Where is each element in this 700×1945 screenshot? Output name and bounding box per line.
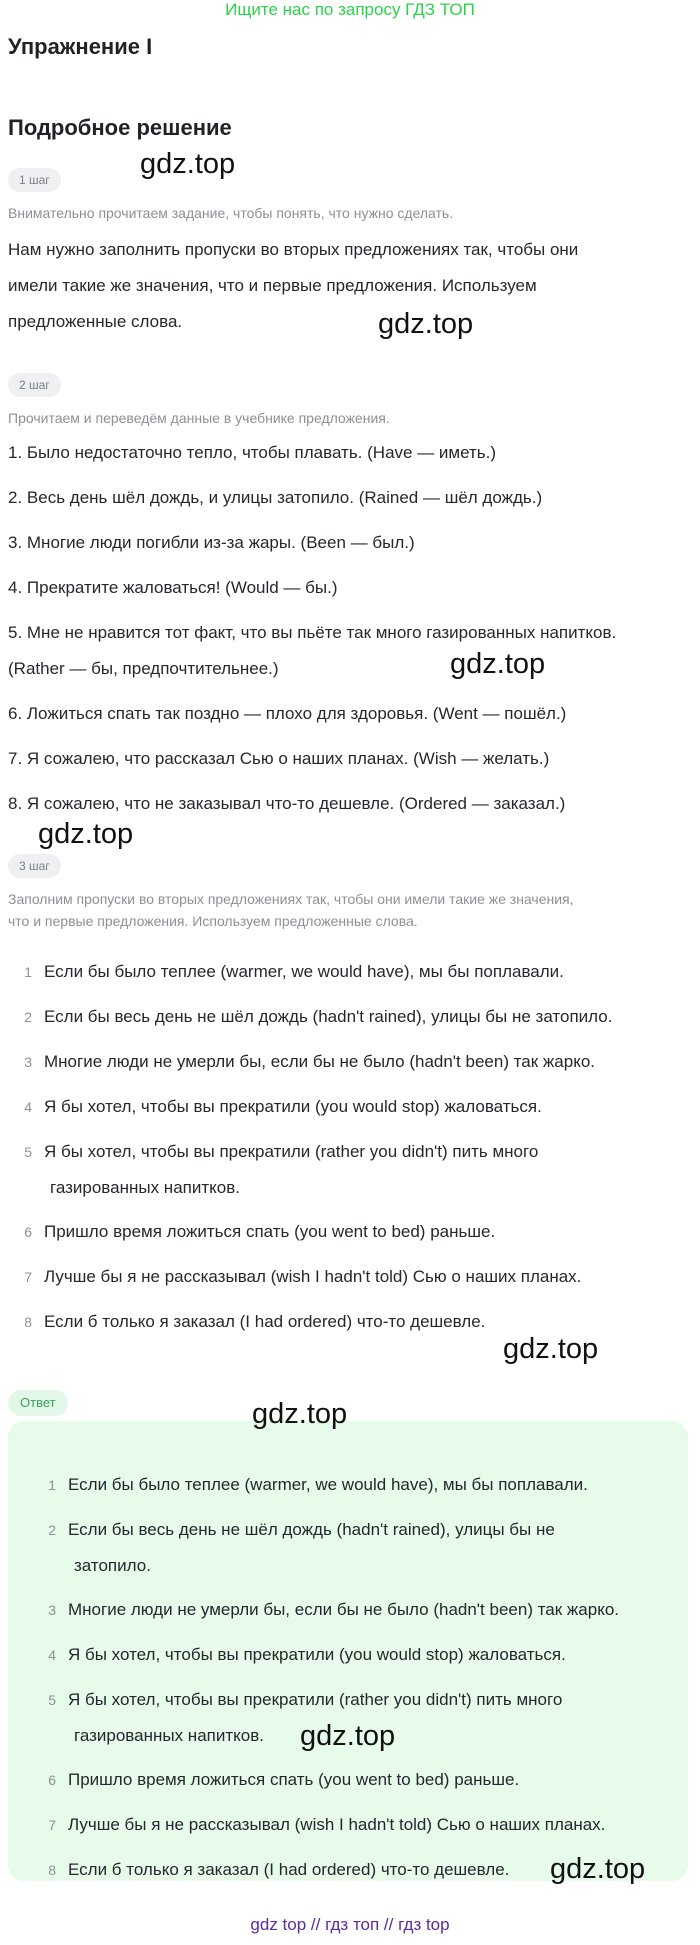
answer-item: Лучше бы я не рассказывал (wish I hadn't told) Сью о наших планах. [68, 1815, 606, 1834]
answer-number: 3 [48, 1602, 56, 1618]
answer-item: Если бы весь день не шёл дождь (hadn't rained), улицы бы не [68, 1520, 555, 1539]
step-2-line: 8. Я сожалею, что не заказывал что-то дешевле. (Ordered — заказал.) [8, 794, 566, 813]
step-2-line: 5. Мне не нравится тот факт, что вы пьёте так много газированных напитков. [8, 623, 617, 642]
solution-title: Подробное решение [8, 115, 232, 140]
answer-item: Многие люди не умерли бы, если бы не было (hadn't been) так жарко. [68, 1600, 619, 1619]
watermark: gdz.top [38, 818, 134, 850]
watermark: gdz.top [140, 148, 236, 180]
list-number: 2 [24, 1009, 32, 1025]
step-1-text-line1: Нам нужно заполнить пропуски во вторых предложениях так, чтобы они [8, 240, 579, 259]
answer-item-continuation: затопило. [74, 1556, 151, 1575]
list-number: 7 [24, 1269, 32, 1285]
list-number: 3 [24, 1054, 32, 1070]
step-2-line: (Rather — бы, предпочтительнее.) [8, 659, 279, 678]
answer-item: Если бы было теплее (warmer, we would have), мы бы поплавали. [68, 1475, 588, 1494]
answer-item: Пришло время ложиться спать (you went to bed) раньше. [68, 1770, 520, 1789]
step-2-line: 2. Весь день шёл дождь, и улицы затопило. (Rained — шёл дождь.) [8, 488, 543, 507]
list-number: 6 [24, 1224, 32, 1240]
watermark: gdz.top [550, 1853, 646, 1885]
list-number: 5 [24, 1144, 32, 1160]
list-item: Я бы хотел, чтобы вы прекратили (you would stop) жаловаться. [44, 1097, 542, 1116]
step-3-note-line2: что и первые предложения. Используем предложенные слова. [8, 913, 418, 929]
answer-badge: Ответ [8, 1390, 68, 1416]
answer-number: 1 [48, 1477, 56, 1493]
step-2-line: 4. Прекратите жаловаться! (Would — бы.) [8, 578, 338, 597]
step-2-line: 1. Было недостаточно тепло, чтобы плавать. (Have — иметь.) [8, 443, 497, 462]
list-number: 1 [24, 964, 32, 980]
step-2-note: Прочитаем и переведём данные в учебнике предложения. [8, 410, 390, 426]
answer-number: 4 [48, 1647, 56, 1663]
exercise-title: Упражнение I [8, 34, 153, 59]
step-3-note-line1: Заполним пропуски во вторых предложениях так, чтобы они имели такие же значения, [8, 891, 574, 907]
answer-number: 6 [48, 1772, 56, 1788]
answer-item: Я бы хотел, чтобы вы прекратили (you would stop) жаловаться. [68, 1645, 566, 1664]
answer-number: 7 [48, 1817, 56, 1833]
step-2-line: 6. Ложиться спать так поздно — плохо для здоровья. (Went — пошёл.) [8, 704, 567, 723]
answer-number: 8 [48, 1862, 56, 1878]
step-1-text-line3: предложенные слова. [8, 312, 183, 331]
list-item: Лучше бы я не рассказывал (wish I hadn't told) Сью о наших планах. [44, 1267, 582, 1286]
answer-number: 2 [48, 1522, 56, 1538]
list-item-continuation: газированных напитков. [50, 1178, 240, 1197]
step-2-badge: 2 шаг [8, 373, 61, 397]
answer-item: Если б только я заказал (I had ordered) что-то дешевле. [68, 1860, 510, 1879]
answer-item: Я бы хотел, чтобы вы прекратили (rather you didn't) пить много [68, 1690, 563, 1709]
list-item: Я бы хотел, чтобы вы прекратили (rather you didn't) пить много [44, 1142, 539, 1161]
list-item: Если б только я заказал (I had ordered) что-то дешевле. [44, 1312, 486, 1331]
list-number: 4 [24, 1099, 32, 1115]
step-1-note: Внимательно прочитаем задание, чтобы понять, что нужно сделать. [8, 205, 454, 221]
watermark: gdz.top [450, 648, 546, 680]
watermark: gdz.top [252, 1398, 348, 1430]
step-3-badge: 3 шаг [8, 854, 61, 878]
answer-number: 5 [48, 1692, 56, 1708]
watermark: gdz.top [378, 308, 474, 340]
step-2-line: 7. Я сожалею, что рассказал Сью о наших планах. (Wish — желать.) [8, 749, 550, 768]
watermark: gdz.top [503, 1333, 599, 1365]
list-item: Если бы весь день не шёл дождь (hadn't rained), улицы бы не затопило. [44, 1007, 613, 1026]
list-item: Пришло время ложиться спать (you went to bed) раньше. [44, 1222, 496, 1241]
footer-links[interactable]: gdz top // гдз топ // гдз top [250, 1915, 450, 1934]
promo-banner[interactable]: Ищите нас по запросу ГДЗ ТОП [225, 0, 475, 19]
answer-item-continuation: газированных напитков. [74, 1726, 264, 1745]
step-1-badge: 1 шаг [8, 168, 61, 192]
step-2-line: 3. Многие люди погибли из-за жары. (Been — был.) [8, 533, 415, 552]
list-item: Если бы было теплее (warmer, we would have), мы бы поплавали. [44, 962, 564, 981]
watermark: gdz.top [300, 1720, 396, 1752]
list-number: 8 [24, 1314, 32, 1330]
step-1-text-line2: имели такие же значения, что и первые предложения. Используем [8, 276, 537, 295]
list-item: Многие люди не умерли бы, если бы не было (hadn't been) так жарко. [44, 1052, 595, 1071]
